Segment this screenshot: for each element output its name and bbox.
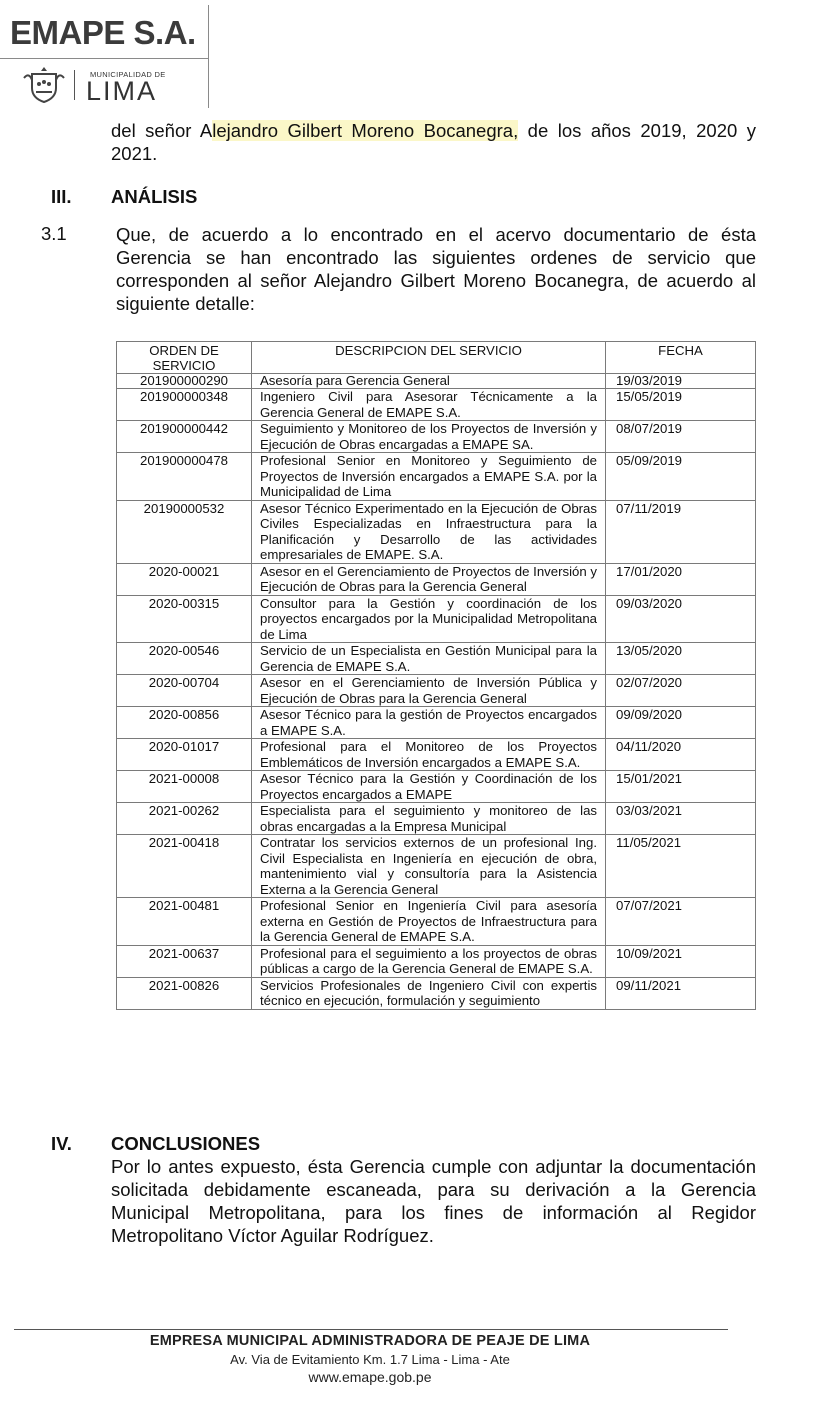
municipality-divider bbox=[74, 70, 75, 100]
orden-cell: 2020-00315 bbox=[117, 595, 252, 643]
orden-cell: 2020-00856 bbox=[117, 707, 252, 739]
fecha-cell: 03/03/2021 bbox=[606, 803, 756, 835]
table-row bbox=[117, 977, 756, 1009]
descripcion-cell: Servicios Profesionales de Ingeniero Civil con expertis técnico en ejecución, formulación y seguimiento bbox=[252, 977, 606, 1009]
item-number: 3.1 bbox=[41, 223, 67, 244]
conclusions-line: Municipal Metropolitana, para los fines de información al Regidor bbox=[111, 1202, 756, 1223]
table-row bbox=[117, 945, 756, 977]
descripcion-cell: Asesor Técnico para la Gestión y Coordinación de los Proyectos encargados a EMAPE bbox=[252, 771, 606, 803]
letterhead bbox=[0, 0, 210, 110]
fecha-cell: 09/11/2021 bbox=[606, 977, 756, 1009]
table-row bbox=[117, 374, 756, 389]
fecha-cell: 15/01/2021 bbox=[606, 771, 756, 803]
descripcion-cell: Contratar los servicios externos de un profesional Ing. Civil Especialista en Ingeniería en ejecución de obra, mantenimiento vial y consultoría para la Asistencia Externa a la Gerencia General bbox=[252, 835, 606, 898]
fecha-cell: 07/11/2019 bbox=[606, 500, 756, 563]
section-number: III. bbox=[51, 186, 72, 207]
analysis-line: Gerencia se han encontrado las siguientes ordenes de servicio que bbox=[116, 247, 756, 268]
fecha-cell: 15/05/2019 bbox=[606, 389, 756, 421]
orden-cell: 2020-01017 bbox=[117, 739, 252, 771]
fecha-cell: 07/07/2021 bbox=[606, 898, 756, 946]
orden-cell: 2020-00704 bbox=[117, 675, 252, 707]
conclusions-title: CONCLUSIONES bbox=[111, 1133, 261, 1154]
table-row bbox=[117, 389, 756, 421]
orden-cell: 2021-00262 bbox=[117, 803, 252, 835]
footer-website: www.emape.gob.pe bbox=[308, 1369, 432, 1385]
descripcion-cell: Profesional Senior en Ingeniería Civil para asesoría externa en Gestión de Proyectos de Infraestructura para la Gerencia General de EMAPE S.A. bbox=[252, 898, 606, 946]
descripcion-cell: Asesor en el Gerenciamiento de Inversión Pública y Ejecución de Obras para la Gerencia General bbox=[252, 675, 606, 707]
intro-text-line2: 2021. bbox=[111, 143, 158, 164]
table-row bbox=[117, 421, 756, 453]
orden-cell: 2021-00826 bbox=[117, 977, 252, 1009]
fecha-cell: 13/05/2020 bbox=[606, 643, 756, 675]
descripcion-cell: Asesoría para Gerencia General bbox=[252, 374, 606, 389]
analysis-line: siguiente detalle: bbox=[116, 293, 255, 314]
fecha-cell: 17/01/2020 bbox=[606, 563, 756, 595]
orden-cell: 2021-00008 bbox=[117, 771, 252, 803]
column-header-fecha: FECHA bbox=[606, 342, 756, 374]
table-row bbox=[117, 835, 756, 898]
service-orders-table bbox=[116, 341, 756, 1010]
fecha-cell: 09/03/2020 bbox=[606, 595, 756, 643]
section-title: ANÁLISIS bbox=[111, 186, 198, 207]
descripcion-cell: Asesor Técnico Experimentado en la Ejecución de Obras Civiles Especializadas en Infraestructura para la Planificación y Desarrollo de las actividades empresariales de EMAPE. S.A. bbox=[252, 500, 606, 563]
orden-cell: 2020-00546 bbox=[117, 643, 252, 675]
descripcion-cell: Profesional Senior en Monitoreo y Seguimiento de Proyectos de Inversión encargados a EMAPE S.A. por la Municipalidad de Lima bbox=[252, 453, 606, 501]
fecha-cell: 02/07/2020 bbox=[606, 675, 756, 707]
intro-paragraph bbox=[111, 119, 756, 165]
orden-cell: 2021-00637 bbox=[117, 945, 252, 977]
orden-cell: 201900000442 bbox=[117, 421, 252, 453]
fecha-cell: 19/03/2019 bbox=[606, 374, 756, 389]
footer-company: EMPRESA MUNICIPAL ADMINISTRADORA DE PEAJE DE LIMA bbox=[149, 1333, 591, 1349]
analysis-line: Que, de acuerdo a lo encontrado en el acervo documentario de ésta bbox=[116, 224, 756, 245]
orden-cell: 20190000532 bbox=[117, 500, 252, 563]
descripcion-cell: Servicio de un Especialista en Gestión Municipal para la Gerencia de EMAPE S.A. bbox=[252, 643, 606, 675]
conclusions-number: IV. bbox=[51, 1133, 72, 1154]
orden-cell: 201900000348 bbox=[117, 389, 252, 421]
conclusions-paragraph bbox=[111, 1155, 756, 1247]
fecha-cell: 08/07/2019 bbox=[606, 421, 756, 453]
column-header-orden: ORDEN DE SERVICIO bbox=[117, 342, 252, 374]
fecha-cell: 04/11/2020 bbox=[606, 739, 756, 771]
descripcion-cell: Asesor Técnico para la gestión de Proyectos encargados a EMAPE S.A. bbox=[252, 707, 606, 739]
orden-cell: 201900000478 bbox=[117, 453, 252, 501]
descripcion-cell: Consultor para la Gestión y coordinación de los proyectos encargados por la Municipalidad Metropolitana de Lima bbox=[252, 595, 606, 643]
column-header-descripcion: DESCRIPCION DEL SERVICIO bbox=[252, 342, 606, 374]
lima-coat-of-arms-icon bbox=[22, 64, 66, 104]
descripcion-cell: Ingeniero Civil para Asesorar Técnicamente a la Gerencia General de EMAPE S.A. bbox=[252, 389, 606, 421]
company-logo bbox=[10, 14, 196, 52]
table-row bbox=[117, 563, 756, 595]
table-row bbox=[117, 453, 756, 501]
orden-cell: 2020-00021 bbox=[117, 563, 252, 595]
descripcion-cell: Profesional para el Monitoreo de los Proyectos Emblemáticos de Inversión encargados a EMAPE S.A. bbox=[252, 739, 606, 771]
table-row bbox=[117, 739, 756, 771]
descripcion-cell: Seguimiento y Monitoreo de los Proyectos de Inversión y Ejecución de Obras encargadas a EMAPE SA. bbox=[252, 421, 606, 453]
letterhead-divider-vertical bbox=[208, 5, 209, 108]
descripcion-cell: Profesional para el seguimiento a los proyectos de obras públicas a cargo de la Gerencia General de EMAPE S.A. bbox=[252, 945, 606, 977]
table-row bbox=[117, 898, 756, 946]
municipality-label: MUNICIPALIDAD DE bbox=[90, 70, 166, 79]
analysis-paragraph bbox=[116, 223, 756, 315]
intro-text-start: del señor A bbox=[111, 120, 213, 141]
fecha-cell: 10/09/2021 bbox=[606, 945, 756, 977]
letterhead-divider-horizontal bbox=[0, 58, 209, 59]
table-row bbox=[117, 707, 756, 739]
conclusions-line: Por lo antes expuesto, ésta Gerencia cumple con adjuntar la documentación bbox=[111, 1156, 756, 1177]
fecha-cell: 09/09/2020 bbox=[606, 707, 756, 739]
descripcion-cell: Asesor en el Gerenciamiento de Proyectos de Inversión y Ejecución de Obras para la Gerencia General bbox=[252, 563, 606, 595]
analysis-line: corresponden al señor Alejandro Gilbert Moreno Bocanegra, de acuerdo al bbox=[116, 270, 756, 291]
orden-cell: 2021-00481 bbox=[117, 898, 252, 946]
conclusions-line: solicitada debidamente escaneada, para su derivación a la Gerencia bbox=[111, 1179, 756, 1200]
fecha-cell: 11/05/2021 bbox=[606, 835, 756, 898]
table-row bbox=[117, 675, 756, 707]
municipality-name: LIMA bbox=[86, 76, 158, 106]
table-row bbox=[117, 771, 756, 803]
table-row bbox=[117, 803, 756, 835]
brand-suffix: S.A. bbox=[133, 14, 196, 51]
descripcion-cell: Especialista para el seguimiento y monitoreo de las obras encargadas a la Empresa Municipal bbox=[252, 803, 606, 835]
intro-text-end: de los años 2019, 2020 y bbox=[518, 120, 756, 141]
table-row bbox=[117, 500, 756, 563]
orden-cell: 201900000290 bbox=[117, 374, 252, 389]
footer-divider bbox=[14, 1329, 728, 1330]
table-header-row bbox=[117, 342, 756, 374]
table-row bbox=[117, 643, 756, 675]
conclusions-line: Metropolitano Víctor Aguilar Rodríguez. bbox=[111, 1225, 434, 1246]
footer-address: Av. Via de Evitamiento Km. 1.7 Lima - Lima - Ate bbox=[230, 1352, 510, 1367]
fecha-cell: 05/09/2019 bbox=[606, 453, 756, 501]
highlighted-name: lejandro Gilbert Moreno Bocanegra, bbox=[212, 120, 519, 141]
orden-cell: 2021-00418 bbox=[117, 835, 252, 898]
table-row bbox=[117, 595, 756, 643]
brand-name: EMAPE bbox=[10, 14, 125, 51]
